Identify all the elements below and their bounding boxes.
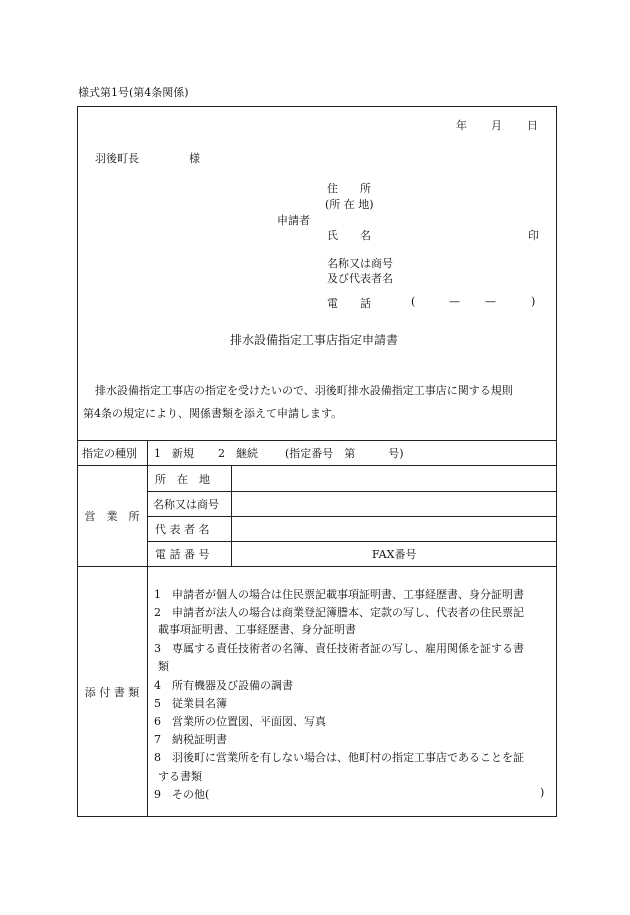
company-label-1: 名称又は商号 <box>327 257 393 270</box>
designation-label: 指定の種別 <box>82 447 137 460</box>
attachment-close-paren: ) <box>540 786 545 799</box>
addressee-honorific: 様 <box>189 152 200 165</box>
designation-number: (指定番号 第 号) <box>285 447 404 460</box>
body-text-line-1: 排水設備指定工事店の指定を受けたいので、羽後町排水設備指定工事店に関する規則 <box>95 384 513 397</box>
document-title: 排水設備指定工事店指定申請書 <box>230 333 399 347</box>
table-rule-office-column <box>231 465 232 566</box>
date-day: 日 <box>527 119 538 132</box>
addressee-name: 羽後町長 <box>95 152 139 165</box>
attachment-line: 類 <box>158 660 169 673</box>
attachment-line: する書類 <box>158 770 202 783</box>
attachment-line: 8 羽後町に営業所を有しない場合は、他町村の指定工事店であることを証 <box>154 751 524 764</box>
phone-dash-2: — <box>485 295 496 308</box>
table-rule-designation <box>77 465 557 466</box>
office-phone-label: 電 話 番 号 <box>155 547 210 561</box>
designation-renewal: 2 継続 <box>218 447 258 460</box>
attachment-line: 6 営業所の位置図、平面図、写真 <box>154 715 326 728</box>
attachment-line: 1 申請者が個人の場合は住民票記載事項証明書、工事経歴書、身分証明書 <box>154 588 524 601</box>
form-number: 様式第1号(第4条関係) <box>78 86 189 99</box>
office-address-label: 所 在 地 <box>155 472 210 486</box>
office-fax-label: FAX番号 <box>372 547 417 561</box>
office-label: 営 業 所 <box>84 510 140 523</box>
attachment-line: 載事項証明書、工事経歴書、身分証明書 <box>158 623 356 636</box>
office-company-label: 名称又は商号 <box>153 497 219 511</box>
phone-close-paren: ) <box>531 295 536 308</box>
date-month: 月 <box>491 119 502 132</box>
phone-label: 電 話 <box>327 297 371 310</box>
attachment-line: 2 申請者が法人の場合は商業登記簿謄本、定款の写し、代表者の住民票記 <box>154 606 524 619</box>
attachment-line: 4 所有機器及び設備の調書 <box>154 679 293 692</box>
attachment-line: 5 従業員名簿 <box>154 697 227 710</box>
address-label: 住 所 <box>327 182 371 195</box>
attachment-line: 3 専属する責任技術者の名簿、責任技術者証の写し、雇用関係を証する書 <box>154 642 524 655</box>
table-rule-office-bottom <box>77 566 557 567</box>
attachment-line: 9 その他( <box>154 788 210 801</box>
phone-dash-1: — <box>449 295 460 308</box>
office-representative-label: 代 表 者 名 <box>155 522 210 536</box>
phone-open-paren: ( <box>411 295 416 308</box>
name-label: 氏 名 <box>327 229 371 242</box>
company-label-2: 及び代表者名 <box>327 272 393 285</box>
designation-new: 1 新規 <box>154 447 194 460</box>
seal-mark: 印 <box>528 229 539 242</box>
table-rule-label-column <box>147 440 148 817</box>
applicant-label: 申請者 <box>277 214 310 227</box>
date-year: 年 <box>456 119 467 132</box>
body-text-line-2: 第4条の規定により、関係書類を添えて申請します。 <box>83 407 343 420</box>
attachment-line: 7 納税証明書 <box>154 733 227 746</box>
attachments-label: 添 付 書 類 <box>84 686 140 699</box>
address-sub-label: (所 在 地) <box>325 198 374 211</box>
